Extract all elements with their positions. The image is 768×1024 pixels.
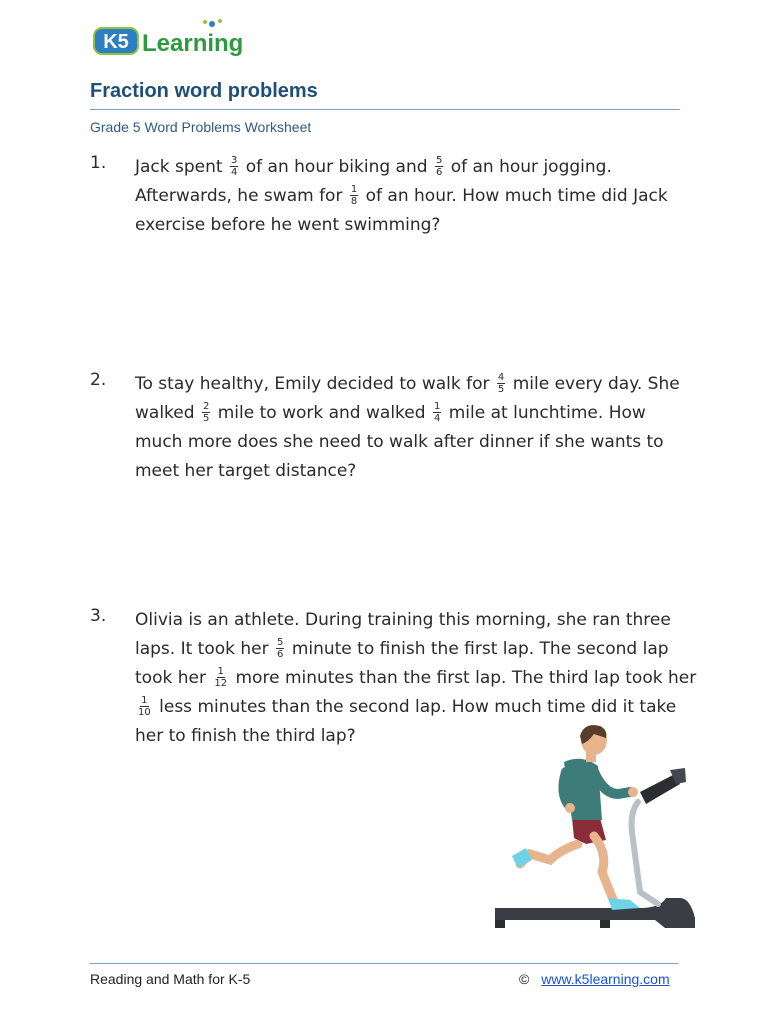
problem-line [135, 153, 680, 182]
problem-line: meet her target distance? [135, 461, 357, 481]
text-segment: laps. It took her [135, 639, 269, 659]
fraction: $\frac{5}{6}$ [435, 154, 443, 178]
problem-line [135, 664, 697, 693]
k5-learning-logo [92, 18, 262, 60]
header-divider [90, 109, 680, 110]
text-segment: of an hour. How much time did Jack [365, 186, 668, 206]
text-segment: less minutes than the second lap. How much time did it take [159, 697, 677, 717]
text-segment: walked [135, 403, 195, 423]
problem-text [135, 370, 680, 486]
page-title: Fraction word problems [90, 80, 318, 102]
problem-line: her to finish the third lap? [135, 726, 356, 746]
text-segment: more minutes than the first lap. The third lap took her [235, 668, 697, 688]
copyright-symbol: © [519, 971, 530, 987]
footer-divider [90, 963, 678, 964]
fraction: $\frac{5}{6}$ [277, 636, 284, 660]
problem-number: 3. [90, 606, 107, 626]
fraction: $\frac{1}{10}$ [138, 694, 151, 718]
page-subtitle: Grade 5 Word Problems Worksheet [90, 119, 312, 135]
fraction: $\frac{1}{8}$ [350, 183, 358, 207]
footer-copyright [519, 971, 670, 987]
problem-line: exercise before he went swimming? [135, 215, 441, 235]
problem-line [135, 399, 680, 428]
treadmill-runner-illustration [490, 722, 705, 932]
svg-text:K5: K5 [103, 31, 129, 53]
problem-number: 1. [90, 153, 107, 173]
footer-tagline: Reading and Math for K-5 [90, 971, 251, 987]
fraction: $\frac{1}{4}$ [433, 400, 441, 424]
problem-line: Olivia is an athlete. During training this morning, she ran three [135, 610, 671, 630]
text-segment: mile at lunchtime. How [448, 403, 646, 423]
fraction: $\frac{2}{5}$ [202, 400, 210, 424]
fraction: $\frac{1}{12}$ [214, 665, 228, 689]
fraction: $\frac{4}{5}$ [497, 371, 505, 395]
text-segment: Jack spent [135, 157, 223, 177]
text-segment: of an hour biking and [245, 157, 428, 177]
problem-number: 2. [90, 370, 107, 390]
text-segment: mile every day. She [512, 374, 680, 394]
text-segment: mile to work and walked [217, 403, 426, 423]
problem-text [135, 153, 680, 240]
text-segment: took her [135, 668, 206, 688]
problem-line [135, 370, 680, 399]
problem-line [135, 182, 680, 211]
text-segment: Afterwards, he swam for [135, 186, 343, 206]
svg-text:Learning: Learning [142, 30, 244, 57]
text-segment: minute to finish the first lap. The second lap [291, 639, 669, 659]
text-segment: To stay healthy, Emily decided to walk for [135, 374, 490, 394]
text-segment: of an hour jogging. [450, 157, 612, 177]
problem-line [135, 635, 680, 664]
problem-line: much more does she need to walk after dinner if she wants to [135, 432, 664, 452]
fraction: $\frac{3}{4}$ [230, 154, 238, 178]
problem-line [135, 693, 680, 722]
website-link[interactable]: www.k5learning.com [541, 971, 670, 987]
